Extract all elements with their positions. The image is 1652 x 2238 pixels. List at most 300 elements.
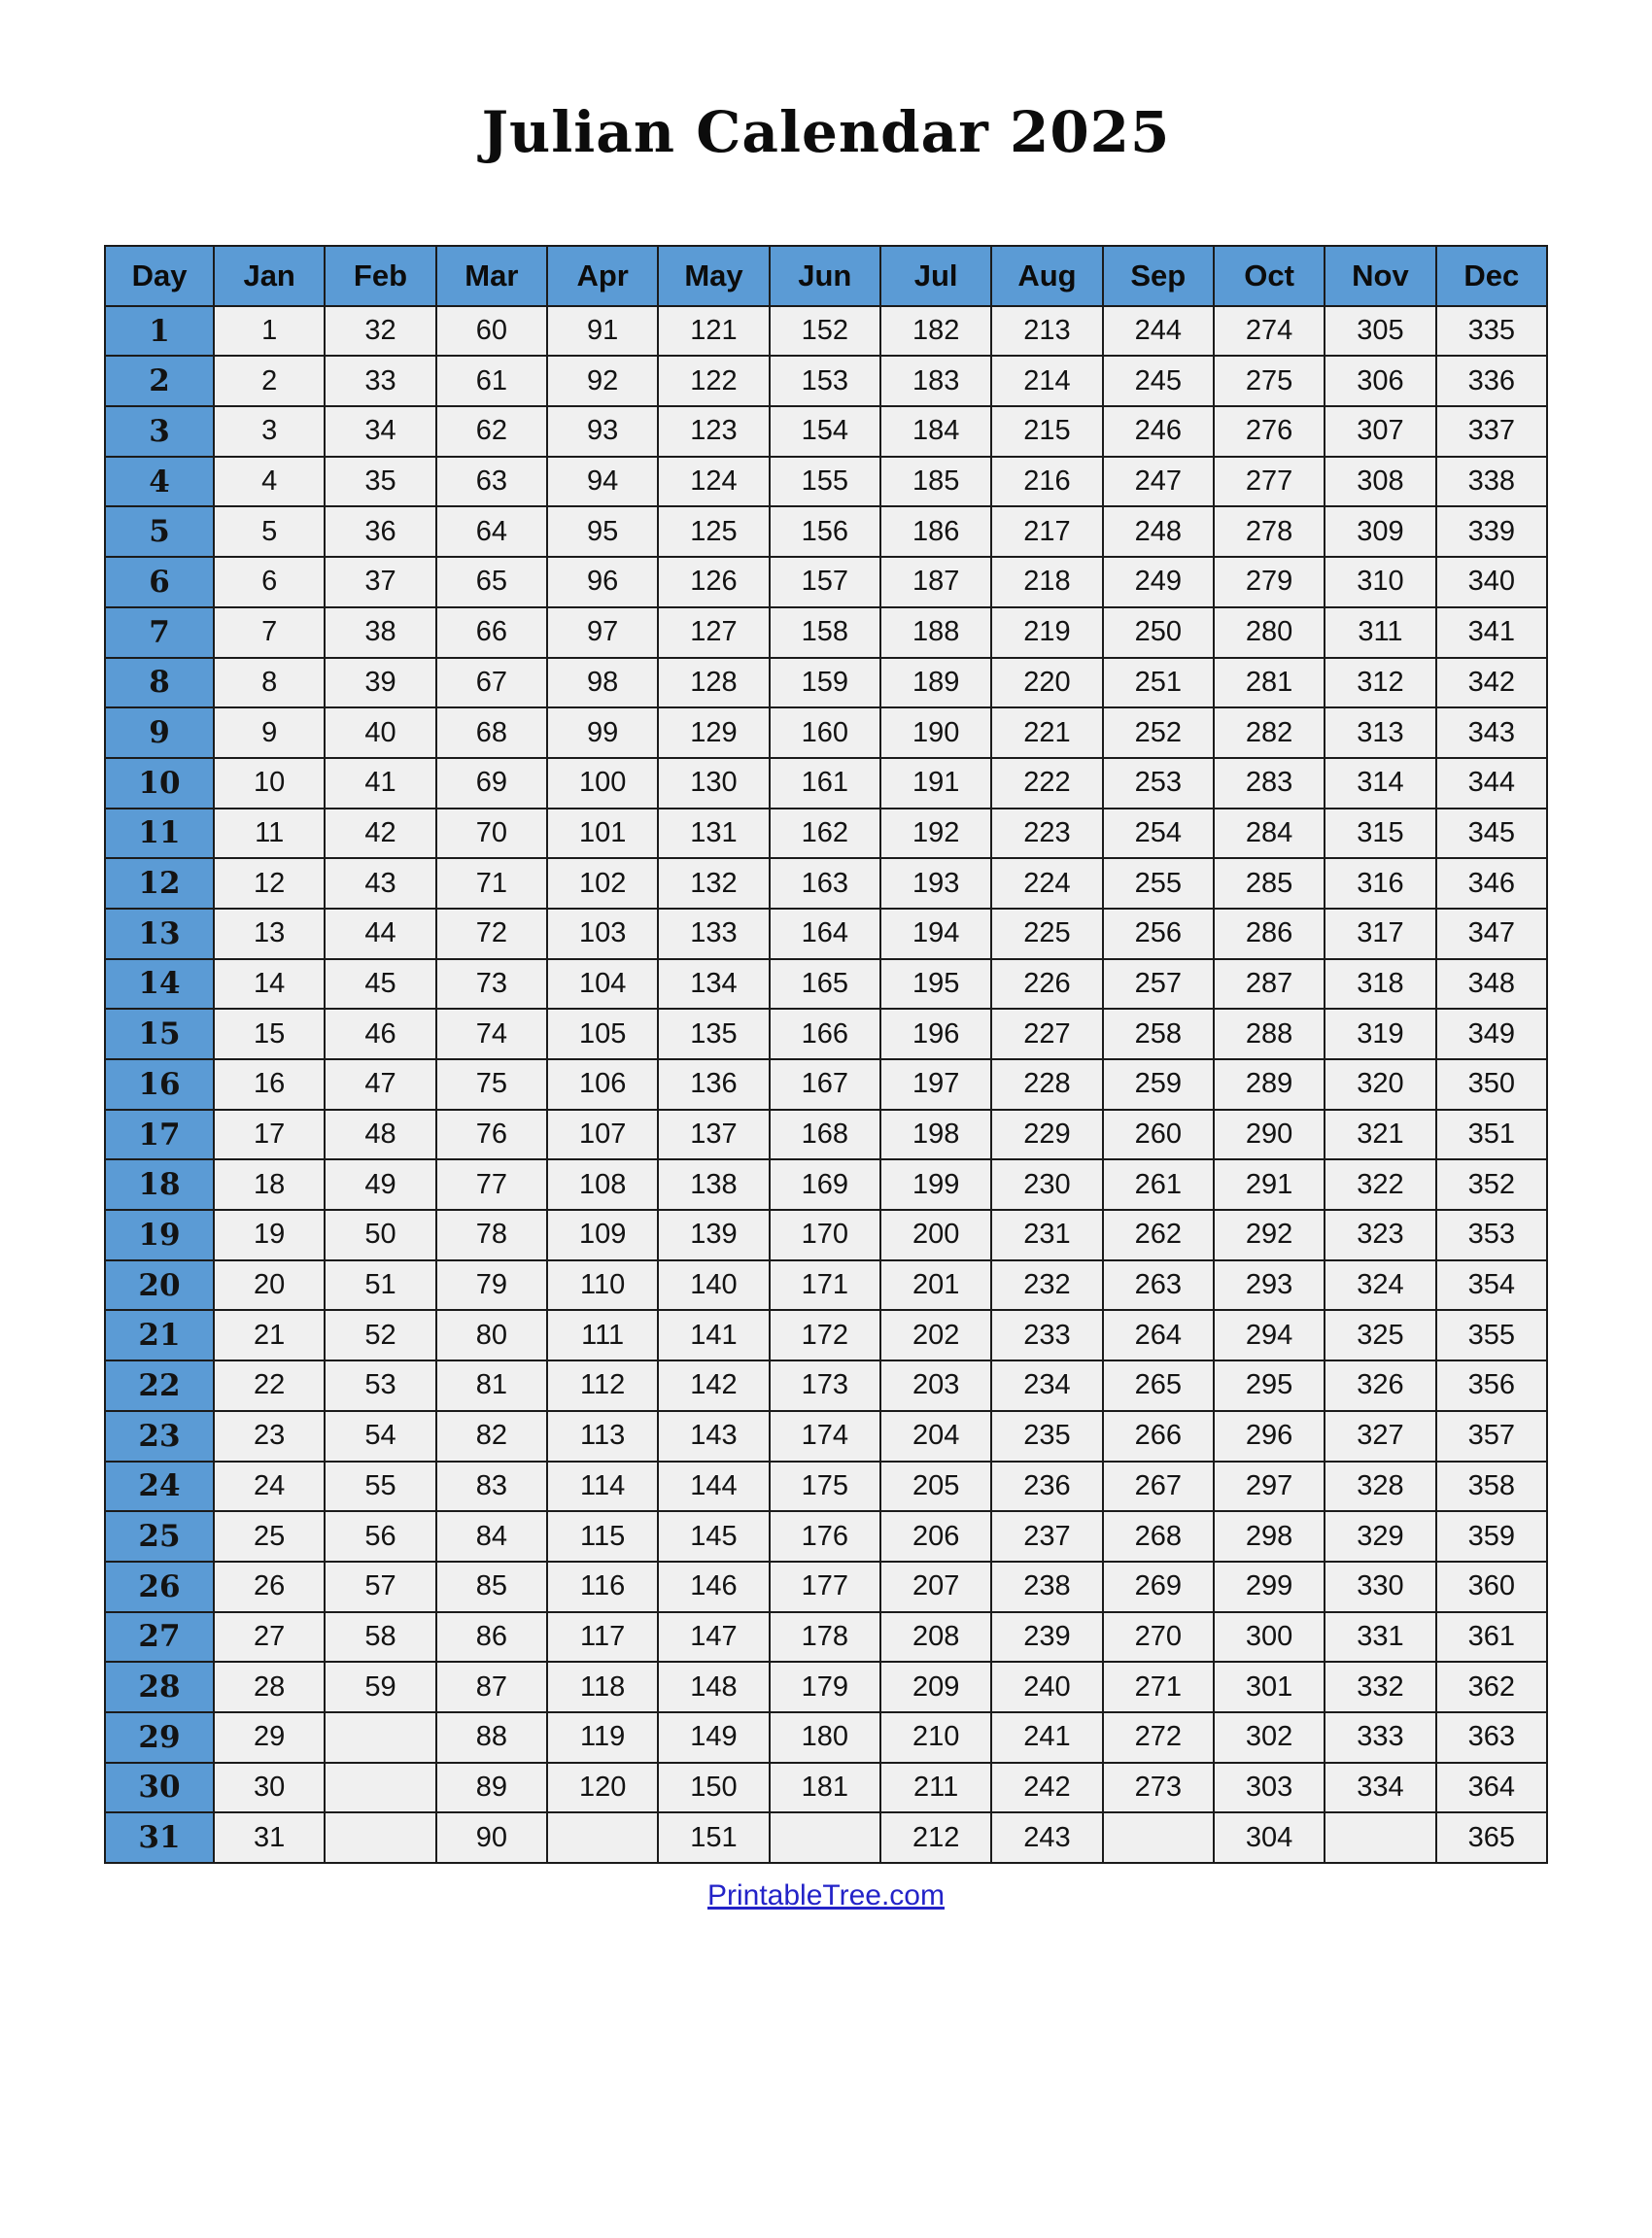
day-number-cell: 8 [105, 658, 214, 708]
julian-day-cell: 34 [325, 406, 435, 457]
julian-day-cell: 148 [658, 1662, 769, 1712]
julian-day-cell: 339 [1436, 506, 1547, 557]
julian-calendar-table [104, 245, 1548, 1864]
julian-day-cell: 65 [436, 557, 547, 607]
julian-day-cell: 79 [436, 1260, 547, 1311]
julian-day-cell: 353 [1436, 1210, 1547, 1260]
julian-day-cell: 331 [1325, 1612, 1435, 1663]
julian-day-cell: 317 [1325, 909, 1435, 959]
julian-day-cell: 326 [1325, 1360, 1435, 1411]
julian-day-cell: 190 [880, 707, 991, 758]
julian-day-cell: 261 [1103, 1159, 1214, 1210]
julian-day-cell: 39 [325, 658, 435, 708]
julian-day-cell: 45 [325, 959, 435, 1010]
julian-day-cell: 178 [770, 1612, 880, 1663]
julian-day-cell: 176 [770, 1511, 880, 1562]
day-number-cell: 27 [105, 1612, 214, 1663]
julian-day-cell: 349 [1436, 1009, 1547, 1059]
julian-day-cell: 168 [770, 1110, 880, 1160]
julian-day-cell: 201 [880, 1260, 991, 1311]
julian-day-cell: 41 [325, 758, 435, 809]
julian-day-cell: 329 [1325, 1511, 1435, 1562]
julian-day-cell: 114 [547, 1462, 658, 1512]
day-number-cell: 7 [105, 607, 214, 658]
table-row [105, 1210, 1547, 1260]
julian-day-cell: 334 [1325, 1763, 1435, 1813]
julian-day-cell: 263 [1103, 1260, 1214, 1311]
julian-day-cell: 132 [658, 858, 769, 909]
table-row [105, 858, 1547, 909]
column-header-apr: Apr [547, 246, 658, 306]
julian-day-cell: 205 [880, 1462, 991, 1512]
julian-day-cell: 257 [1103, 959, 1214, 1010]
julian-day-cell: 72 [436, 909, 547, 959]
julian-day-cell: 103 [547, 909, 658, 959]
table-row [105, 1712, 1547, 1763]
julian-day-cell: 1 [214, 306, 325, 357]
julian-day-cell: 260 [1103, 1110, 1214, 1160]
julian-day-cell: 305 [1325, 306, 1435, 357]
julian-day-cell: 69 [436, 758, 547, 809]
julian-day-cell: 29 [214, 1712, 325, 1763]
julian-day-cell: 77 [436, 1159, 547, 1210]
julian-day-cell: 239 [991, 1612, 1102, 1663]
julian-day-cell: 244 [1103, 306, 1214, 357]
day-number-cell: 13 [105, 909, 214, 959]
day-number-cell: 10 [105, 758, 214, 809]
julian-day-cell: 180 [770, 1712, 880, 1763]
julian-day-cell: 303 [1214, 1763, 1325, 1813]
julian-day-cell: 96 [547, 557, 658, 607]
day-number-cell: 22 [105, 1360, 214, 1411]
julian-day-cell: 251 [1103, 658, 1214, 708]
column-header-may: May [658, 246, 769, 306]
julian-day-cell: 186 [880, 506, 991, 557]
julian-day-cell: 150 [658, 1763, 769, 1813]
julian-day-cell: 42 [325, 809, 435, 859]
julian-day-cell: 209 [880, 1662, 991, 1712]
julian-day-cell: 177 [770, 1562, 880, 1612]
day-number-cell: 11 [105, 809, 214, 859]
julian-day-cell: 295 [1214, 1360, 1325, 1411]
day-number-cell: 12 [105, 858, 214, 909]
julian-day-cell: 25 [214, 1511, 325, 1562]
julian-day-cell: 174 [770, 1411, 880, 1462]
julian-day-cell: 126 [658, 557, 769, 607]
julian-day-cell: 130 [658, 758, 769, 809]
julian-day-cell: 131 [658, 809, 769, 859]
table-row [105, 557, 1547, 607]
julian-day-cell: 99 [547, 707, 658, 758]
julian-day-cell: 191 [880, 758, 991, 809]
day-number-cell: 16 [105, 1059, 214, 1110]
julian-day-cell: 84 [436, 1511, 547, 1562]
julian-day-cell: 155 [770, 457, 880, 507]
julian-day-cell: 361 [1436, 1612, 1547, 1663]
julian-day-cell: 182 [880, 306, 991, 357]
julian-day-cell: 314 [1325, 758, 1435, 809]
julian-day-cell: 300 [1214, 1612, 1325, 1663]
julian-day-cell: 258 [1103, 1009, 1214, 1059]
julian-day-cell: 51 [325, 1260, 435, 1311]
julian-day-cell: 288 [1214, 1009, 1325, 1059]
julian-day-cell: 355 [1436, 1310, 1547, 1360]
julian-day-cell: 95 [547, 506, 658, 557]
julian-day-cell: 179 [770, 1662, 880, 1712]
table-row [105, 758, 1547, 809]
julian-day-cell: 153 [770, 356, 880, 406]
printabletree-link[interactable]: PrintableTree.com [707, 1879, 945, 1911]
julian-day-cell: 111 [547, 1310, 658, 1360]
julian-day-cell: 280 [1214, 607, 1325, 658]
julian-day-cell: 37 [325, 557, 435, 607]
julian-day-cell: 146 [658, 1562, 769, 1612]
julian-day-cell: 121 [658, 306, 769, 357]
day-number-cell: 2 [105, 356, 214, 406]
julian-day-cell: 85 [436, 1562, 547, 1612]
julian-day-cell: 20 [214, 1260, 325, 1311]
table-row [105, 506, 1547, 557]
julian-day-cell: 7 [214, 607, 325, 658]
julian-day-cell: 237 [991, 1511, 1102, 1562]
julian-day-cell: 173 [770, 1360, 880, 1411]
julian-day-cell: 158 [770, 607, 880, 658]
julian-day-cell: 175 [770, 1462, 880, 1512]
julian-day-cell: 352 [1436, 1159, 1547, 1210]
julian-day-cell: 235 [991, 1411, 1102, 1462]
julian-day-cell: 55 [325, 1462, 435, 1512]
julian-day-cell: 115 [547, 1511, 658, 1562]
julian-day-cell: 203 [880, 1360, 991, 1411]
julian-day-cell: 354 [1436, 1260, 1547, 1311]
julian-day-cell: 5 [214, 506, 325, 557]
julian-day-cell: 276 [1214, 406, 1325, 457]
julian-day-cell: 274 [1214, 306, 1325, 357]
julian-day-cell: 198 [880, 1110, 991, 1160]
column-header-jul: Jul [880, 246, 991, 306]
julian-day-cell: 104 [547, 959, 658, 1010]
julian-day-cell: 44 [325, 909, 435, 959]
julian-day-cell: 15 [214, 1009, 325, 1059]
julian-day-cell: 156 [770, 506, 880, 557]
column-header-dec: Dec [1436, 246, 1547, 306]
julian-day-cell: 195 [880, 959, 991, 1010]
julian-day-cell: 253 [1103, 758, 1214, 809]
julian-day-cell: 197 [880, 1059, 991, 1110]
julian-day-cell: 64 [436, 506, 547, 557]
julian-day-cell: 273 [1103, 1763, 1214, 1813]
julian-day-cell: 286 [1214, 909, 1325, 959]
julian-day-cell: 336 [1436, 356, 1547, 406]
julian-day-cell: 164 [770, 909, 880, 959]
day-number-cell: 26 [105, 1562, 214, 1612]
day-number-cell: 5 [105, 506, 214, 557]
julian-day-cell: 328 [1325, 1462, 1435, 1512]
julian-day-cell: 172 [770, 1310, 880, 1360]
julian-day-cell: 278 [1214, 506, 1325, 557]
julian-day-cell: 32 [325, 306, 435, 357]
julian-day-cell: 166 [770, 1009, 880, 1059]
julian-day-cell: 61 [436, 356, 547, 406]
julian-day-cell: 227 [991, 1009, 1102, 1059]
julian-day-cell: 2 [214, 356, 325, 406]
julian-day-cell: 50 [325, 1210, 435, 1260]
julian-day-cell: 321 [1325, 1110, 1435, 1160]
julian-day-cell: 358 [1436, 1462, 1547, 1512]
julian-day-cell: 318 [1325, 959, 1435, 1010]
julian-day-cell: 341 [1436, 607, 1547, 658]
column-header-oct: Oct [1214, 246, 1325, 306]
julian-day-cell: 270 [1103, 1612, 1214, 1663]
julian-day-cell: 162 [770, 809, 880, 859]
julian-day-cell: 306 [1325, 356, 1435, 406]
julian-day-cell: 4 [214, 457, 325, 507]
julian-day-cell: 194 [880, 909, 991, 959]
julian-day-cell: 338 [1436, 457, 1547, 507]
julian-day-cell: 340 [1436, 557, 1547, 607]
julian-day-cell: 144 [658, 1462, 769, 1512]
julian-day-cell: 275 [1214, 356, 1325, 406]
julian-day-cell: 210 [880, 1712, 991, 1763]
julian-day-cell: 143 [658, 1411, 769, 1462]
julian-day-cell: 266 [1103, 1411, 1214, 1462]
julian-day-cell [325, 1763, 435, 1813]
julian-day-cell: 238 [991, 1562, 1102, 1612]
julian-day-cell: 134 [658, 959, 769, 1010]
julian-day-cell: 211 [880, 1763, 991, 1813]
julian-day-cell: 292 [1214, 1210, 1325, 1260]
julian-day-cell: 277 [1214, 457, 1325, 507]
julian-day-cell: 137 [658, 1110, 769, 1160]
table-row [105, 1812, 1547, 1863]
julian-day-cell: 192 [880, 809, 991, 859]
julian-day-cell: 254 [1103, 809, 1214, 859]
julian-day-cell: 228 [991, 1059, 1102, 1110]
julian-day-cell: 26 [214, 1562, 325, 1612]
julian-day-cell: 188 [880, 607, 991, 658]
julian-day-cell: 320 [1325, 1059, 1435, 1110]
julian-day-cell: 356 [1436, 1360, 1547, 1411]
julian-day-cell: 189 [880, 658, 991, 708]
julian-day-cell: 234 [991, 1360, 1102, 1411]
julian-day-cell: 222 [991, 758, 1102, 809]
julian-day-cell: 98 [547, 658, 658, 708]
julian-day-cell: 160 [770, 707, 880, 758]
julian-day-cell: 110 [547, 1260, 658, 1311]
julian-day-cell: 245 [1103, 356, 1214, 406]
calendar-header [105, 246, 1547, 306]
julian-day-cell: 315 [1325, 809, 1435, 859]
julian-day-cell: 74 [436, 1009, 547, 1059]
julian-day-cell: 240 [991, 1662, 1102, 1712]
julian-day-cell: 252 [1103, 707, 1214, 758]
julian-day-cell: 109 [547, 1210, 658, 1260]
julian-day-cell: 80 [436, 1310, 547, 1360]
julian-day-cell: 213 [991, 306, 1102, 357]
day-number-cell: 25 [105, 1511, 214, 1562]
julian-day-cell: 301 [1214, 1662, 1325, 1712]
julian-day-cell: 332 [1325, 1662, 1435, 1712]
julian-day-cell: 225 [991, 909, 1102, 959]
day-number-cell: 14 [105, 959, 214, 1010]
julian-day-cell: 291 [1214, 1159, 1325, 1210]
julian-day-cell: 36 [325, 506, 435, 557]
julian-day-cell: 89 [436, 1763, 547, 1813]
julian-day-cell: 345 [1436, 809, 1547, 859]
julian-day-cell: 142 [658, 1360, 769, 1411]
julian-day-cell: 223 [991, 809, 1102, 859]
julian-day-cell: 294 [1214, 1310, 1325, 1360]
julian-day-cell: 117 [547, 1612, 658, 1663]
julian-day-cell: 272 [1103, 1712, 1214, 1763]
julian-day-cell: 333 [1325, 1712, 1435, 1763]
julian-day-cell: 242 [991, 1763, 1102, 1813]
julian-day-cell: 123 [658, 406, 769, 457]
day-number-cell: 24 [105, 1462, 214, 1512]
julian-day-cell: 28 [214, 1662, 325, 1712]
julian-day-cell: 171 [770, 1260, 880, 1311]
julian-day-cell: 287 [1214, 959, 1325, 1010]
julian-day-cell: 256 [1103, 909, 1214, 959]
julian-day-cell: 216 [991, 457, 1102, 507]
julian-day-cell: 139 [658, 1210, 769, 1260]
table-row [105, 1009, 1547, 1059]
julian-day-cell: 88 [436, 1712, 547, 1763]
julian-day-cell: 33 [325, 356, 435, 406]
table-row [105, 1059, 1547, 1110]
julian-day-cell: 106 [547, 1059, 658, 1110]
julian-day-cell: 161 [770, 758, 880, 809]
julian-day-cell: 302 [1214, 1712, 1325, 1763]
julian-day-cell: 322 [1325, 1159, 1435, 1210]
julian-day-cell: 283 [1214, 758, 1325, 809]
table-row [105, 1612, 1547, 1663]
julian-day-cell: 207 [880, 1562, 991, 1612]
julian-day-cell: 23 [214, 1411, 325, 1462]
julian-day-cell: 135 [658, 1009, 769, 1059]
day-number-cell: 31 [105, 1812, 214, 1863]
julian-day-cell: 87 [436, 1662, 547, 1712]
julian-day-cell: 309 [1325, 506, 1435, 557]
julian-day-cell: 93 [547, 406, 658, 457]
julian-day-cell: 127 [658, 607, 769, 658]
julian-day-cell: 17 [214, 1110, 325, 1160]
table-row [105, 707, 1547, 758]
julian-day-cell: 268 [1103, 1511, 1214, 1562]
julian-day-cell: 63 [436, 457, 547, 507]
julian-day-cell: 248 [1103, 506, 1214, 557]
julian-day-cell: 81 [436, 1360, 547, 1411]
julian-day-cell: 3 [214, 406, 325, 457]
julian-day-cell: 311 [1325, 607, 1435, 658]
table-row [105, 1511, 1547, 1562]
julian-day-cell: 243 [991, 1812, 1102, 1863]
julian-day-cell: 363 [1436, 1712, 1547, 1763]
julian-day-cell: 43 [325, 858, 435, 909]
julian-day-cell: 10 [214, 758, 325, 809]
julian-day-cell: 319 [1325, 1009, 1435, 1059]
julian-day-cell: 49 [325, 1159, 435, 1210]
julian-day-cell [325, 1712, 435, 1763]
table-row [105, 1110, 1547, 1160]
julian-day-cell: 18 [214, 1159, 325, 1210]
table-row [105, 1360, 1547, 1411]
julian-day-cell: 343 [1436, 707, 1547, 758]
julian-day-cell [1325, 1812, 1435, 1863]
julian-day-cell: 221 [991, 707, 1102, 758]
julian-day-cell: 297 [1214, 1462, 1325, 1512]
table-row [105, 457, 1547, 507]
table-row [105, 1159, 1547, 1210]
julian-day-cell: 122 [658, 356, 769, 406]
julian-day-cell: 330 [1325, 1562, 1435, 1612]
julian-day-cell: 73 [436, 959, 547, 1010]
julian-day-cell: 250 [1103, 607, 1214, 658]
julian-day-cell: 215 [991, 406, 1102, 457]
julian-day-cell: 208 [880, 1612, 991, 1663]
column-header-sep: Sep [1103, 246, 1214, 306]
julian-day-cell: 118 [547, 1662, 658, 1712]
julian-day-cell: 54 [325, 1411, 435, 1462]
julian-day-cell: 113 [547, 1411, 658, 1462]
column-header-day: Day [105, 246, 214, 306]
julian-day-cell: 30 [214, 1763, 325, 1813]
julian-day-cell: 152 [770, 306, 880, 357]
julian-day-cell: 233 [991, 1310, 1102, 1360]
julian-day-cell: 116 [547, 1562, 658, 1612]
julian-day-cell: 46 [325, 1009, 435, 1059]
julian-day-cell: 165 [770, 959, 880, 1010]
table-row [105, 658, 1547, 708]
julian-day-cell: 108 [547, 1159, 658, 1210]
day-number-cell: 20 [105, 1260, 214, 1311]
footer [0, 1879, 1652, 1912]
julian-day-cell: 264 [1103, 1310, 1214, 1360]
table-row [105, 1562, 1547, 1612]
julian-day-cell: 362 [1436, 1662, 1547, 1712]
julian-day-cell: 351 [1436, 1110, 1547, 1160]
julian-day-cell: 312 [1325, 658, 1435, 708]
julian-day-cell: 14 [214, 959, 325, 1010]
julian-day-cell: 167 [770, 1059, 880, 1110]
julian-day-cell: 357 [1436, 1411, 1547, 1462]
julian-day-cell: 57 [325, 1562, 435, 1612]
julian-day-cell: 282 [1214, 707, 1325, 758]
julian-day-cell: 128 [658, 658, 769, 708]
julian-day-cell: 112 [547, 1360, 658, 1411]
julian-day-cell [547, 1812, 658, 1863]
julian-day-cell: 220 [991, 658, 1102, 708]
day-number-cell: 18 [105, 1159, 214, 1210]
julian-day-cell: 141 [658, 1310, 769, 1360]
day-number-cell: 3 [105, 406, 214, 457]
header-row [105, 246, 1547, 306]
julian-day-cell: 62 [436, 406, 547, 457]
julian-day-cell: 19 [214, 1210, 325, 1260]
julian-day-cell: 285 [1214, 858, 1325, 909]
table-row [105, 1763, 1547, 1813]
table-row [105, 1462, 1547, 1512]
julian-day-cell: 138 [658, 1159, 769, 1210]
julian-day-cell: 187 [880, 557, 991, 607]
day-number-cell: 29 [105, 1712, 214, 1763]
julian-day-cell: 299 [1214, 1562, 1325, 1612]
julian-day-cell: 308 [1325, 457, 1435, 507]
julian-day-cell: 101 [547, 809, 658, 859]
table-row [105, 1260, 1547, 1311]
julian-day-cell: 313 [1325, 707, 1435, 758]
julian-day-cell: 82 [436, 1411, 547, 1462]
